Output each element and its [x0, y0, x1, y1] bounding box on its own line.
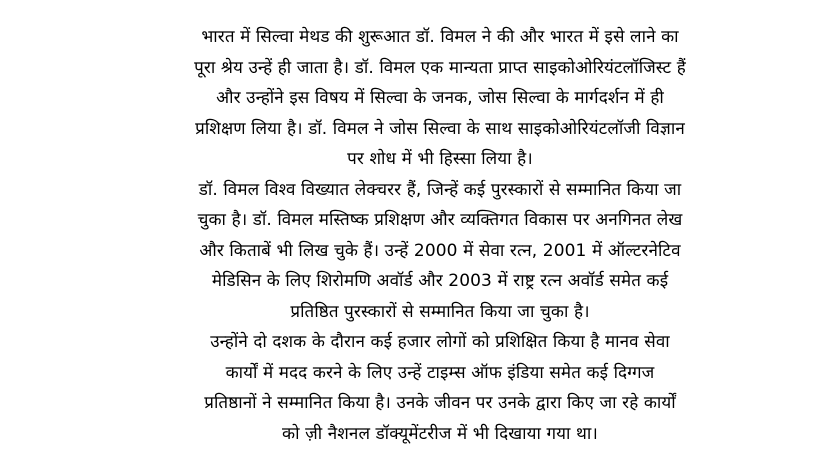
text-line: उन्होंने दो दशक के दौरान कई हजार लोगों को प्रशिक्षित किया है मानव सेवा	[210, 332, 670, 352]
document-body	[150, 22, 730, 449]
text-line: को ज़ी नैशनल डॉक्यूमेंटरीज में भी दिखाया गया था।	[282, 423, 598, 444]
text-line: चुका है। डॉ. विमल मस्तिष्क प्रशिक्षण और व्यक्तिगत विकास पर अनगिनत लेख	[197, 210, 683, 230]
text-line: कार्यों में मदद करने के लिए उन्हें टाइम्स ऑफ इंडिया समेत कई दिग्गज	[225, 362, 655, 383]
text-line: प्रतिष्ठित पुरस्कारों से सम्मानित किया जा चुका है।	[290, 301, 590, 322]
paragraph-silva-method-intro	[150, 22, 730, 175]
text-line: डॉ. विमल विश्व विख्यात लेक्चरर हैं, जिन्हें कई पुरस्कारों से सम्मानित किया जा	[198, 179, 682, 200]
text-line: और किताबें भी लिख चुके हैं। उन्हें 2000 में सेवा रत्न, 2001 में ऑल्टरनेटिव	[199, 240, 681, 261]
text-line: प्रशिक्षण लिया है। डॉ. विमल ने जोस सिल्वा के साथ साइकोओरियंटलॉजी विज्ञान	[195, 118, 685, 139]
paragraph-training-and-recognition	[150, 327, 730, 449]
text-line: पूरा श्रेय उन्हें ही जाता है। डॉ. विमल एक मान्यता प्राप्त साइकोओरियंटलॉजिस्ट हैं	[194, 57, 686, 78]
text-line: और उन्होंने इस विषय में सिल्वा के जनक, जोस सिल्वा के मार्गदर्शन में ही	[216, 88, 664, 108]
text-line: पर शोध में भी हिस्सा लिया है।	[347, 149, 533, 169]
paragraph-awards	[150, 175, 730, 328]
text-line: प्रतिष्ठानों ने सम्मानित किया है। उनके जीवन पर उनके द्वारा किए जा रहे कार्यों	[204, 393, 676, 413]
text-line: भारत में सिल्वा मेथड की शुरूआत डॉ. विमल ने की और भारत में इसे लाने का	[201, 27, 679, 47]
text-line: मेडिसिन के लिए शिरोमणि अवॉर्ड और 2003 में राष्ट्र रत्न अवॉर्ड समेत कई	[211, 271, 669, 291]
